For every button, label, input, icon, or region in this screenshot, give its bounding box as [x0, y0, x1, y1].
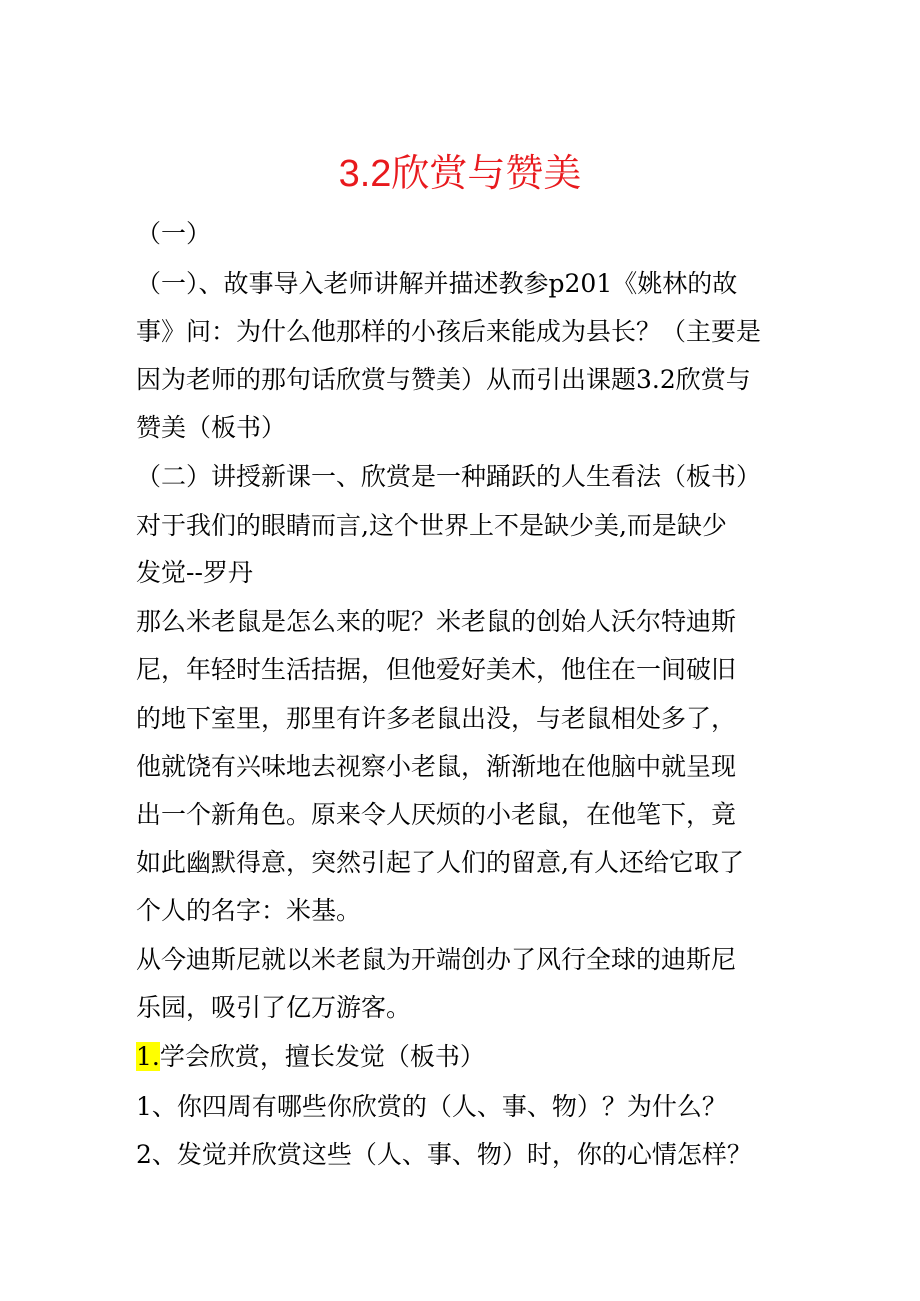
paragraph-line: 个人的名字：米基。	[136, 896, 362, 925]
section-heading-text: 学会欣赏，擅长发觉（板书）	[159, 1042, 485, 1071]
paragraph-line: （二）讲授新课一、欣赏是一种踊跃的人生看法（板书）	[136, 462, 762, 491]
paragraph-line: 他就饶有兴味地去视察小老鼠，渐渐地在他脑中就呈现	[136, 752, 737, 781]
question-line: 2、发觉并欣赏这些（人、事、物）时，你的心情怎样？	[136, 1140, 752, 1169]
highlighted-section-number: 1.	[136, 1042, 160, 1071]
paragraph-line: （一）	[136, 219, 212, 248]
section-heading	[136, 1037, 485, 1077]
paragraph-line: （一）、故事导入老师讲解并描述教参p201《姚林的故	[136, 269, 738, 298]
paragraph-line: 赞美（板书）	[136, 413, 287, 442]
paragraph-line: 如此幽默得意，突然引起了人们的留意,有人还给它取了	[136, 848, 744, 877]
question-line: 1、你四周有哪些你欣赏的（人、事、物）？为什么？	[136, 1092, 727, 1121]
paragraph-line: 尼，年轻时生活拮据，但他爱好美术，他住在一间破旧	[136, 655, 737, 684]
paragraph-line: 发觉--罗丹	[136, 558, 253, 587]
paragraph-line: 对于我们的眼睛而言,这个世界上不是缺少美,而是缺少	[136, 511, 727, 540]
paragraph-line: 事》问：为什么他那样的小孩后来能成为县长？（主要是	[136, 317, 762, 346]
paragraph-line: 出一个新角色。原来令人厌烦的小老鼠，在他笔下，竟	[136, 800, 737, 829]
paragraph-line: 从今迪斯尼就以米老鼠为开端创办了风行全球的迪斯尼	[136, 945, 737, 974]
paragraph-line: 乐园，吸引了亿万游客。	[136, 993, 412, 1022]
document-title: 3.2欣赏与赞美	[338, 153, 582, 195]
paragraph-line: 因为老师的那句话欣赏与赞美）从而引出课题3.2欣赏与	[136, 365, 751, 394]
paragraph-line: 的地下室里，那里有许多老鼠出没，与老鼠相处多了，	[136, 704, 737, 733]
paragraph-line: 那么米老鼠是怎么来的呢？米老鼠的创始人沃尔特迪斯	[136, 607, 737, 636]
